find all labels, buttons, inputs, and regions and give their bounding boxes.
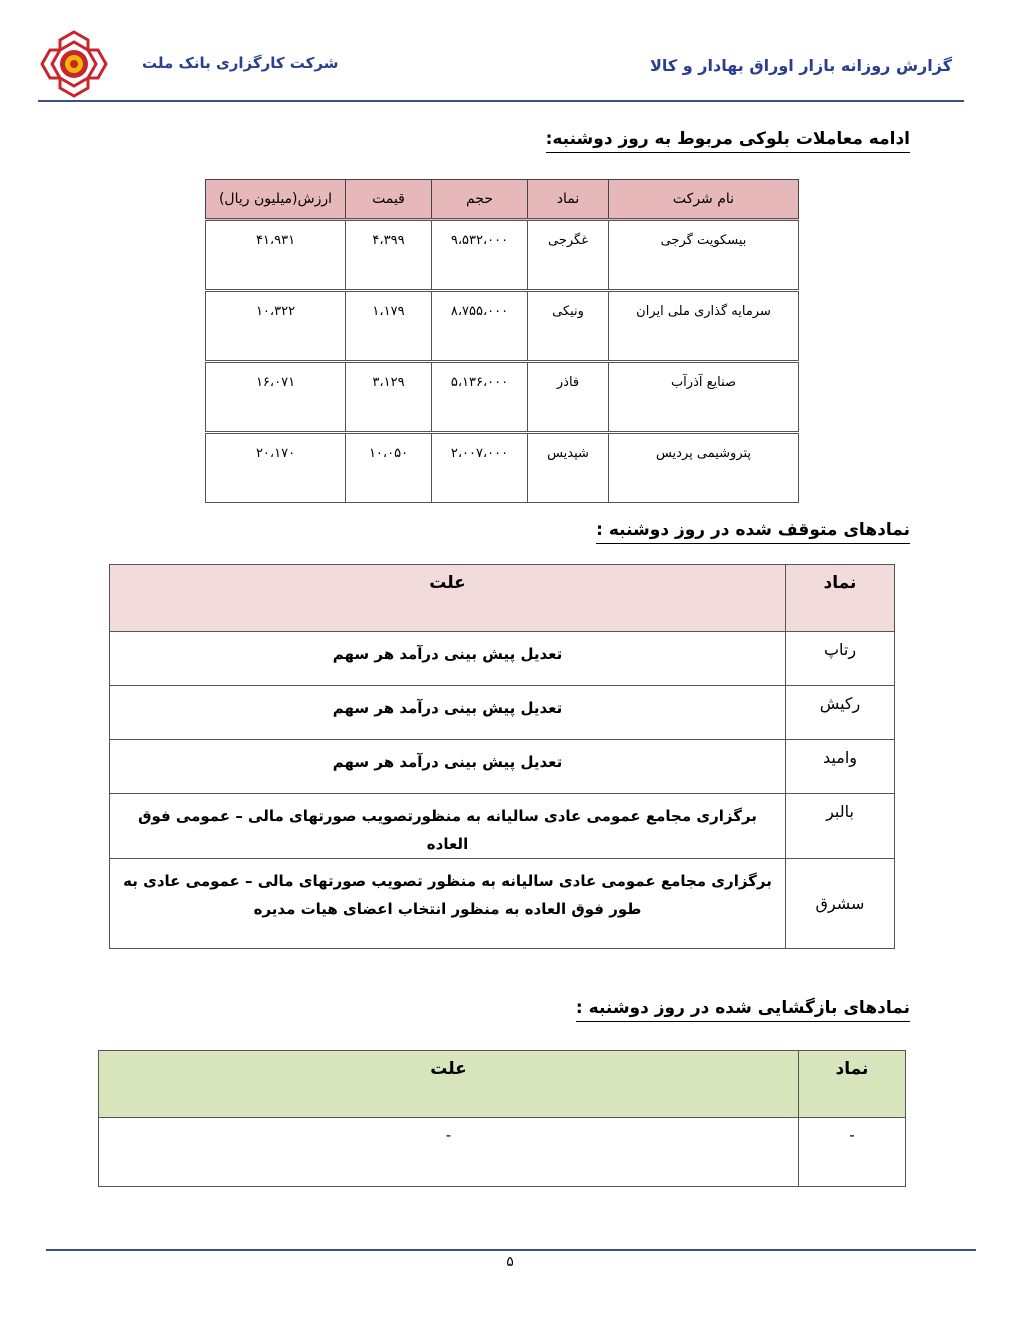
col-symbol: نماد bbox=[799, 1051, 906, 1118]
col-price: قیمت bbox=[346, 180, 432, 220]
cell-symbol: غگرجی bbox=[528, 220, 609, 291]
col-reason: علت bbox=[110, 565, 786, 632]
cell-value: ۱۶،۰۷۱ bbox=[206, 362, 346, 433]
table-row bbox=[110, 859, 895, 949]
cell-company: بیسکویت گرجی bbox=[609, 220, 799, 291]
cell-symbol: بالبر bbox=[786, 794, 895, 859]
cell-symbol: فاذر bbox=[528, 362, 609, 433]
col-volume: حجم bbox=[432, 180, 528, 220]
table-row bbox=[206, 433, 799, 503]
cell-reason: برگزاری مجامع عمومی عادی سالیانه به منظور تصویب صورتهای مالی – عمومی عادی به طور فوق العاده به منظور انتخاب اعضای هیات مدیره bbox=[110, 859, 786, 949]
table-row bbox=[206, 291, 799, 362]
cell-symbol: سشرق bbox=[786, 859, 895, 949]
reopened-symbols-table bbox=[98, 1050, 906, 1187]
table-row bbox=[206, 220, 799, 291]
reopened-symbols-heading: نمادهای بازگشایی شده در روز دوشنبه : bbox=[576, 997, 910, 1022]
bank-mellat-logo bbox=[38, 28, 110, 100]
cell-volume: ۹،۵۳۲،۰۰۰ bbox=[432, 220, 528, 291]
cell-reason: تعدیل پیش بینی درآمد هر سهم bbox=[110, 686, 786, 740]
col-symbol: نماد bbox=[786, 565, 895, 632]
table-row bbox=[110, 740, 895, 794]
halted-symbols-table bbox=[109, 564, 895, 949]
cell-symbol: شپدیس bbox=[528, 433, 609, 503]
footer-divider bbox=[46, 1249, 976, 1251]
cell-price: ۱۰،۰۵۰ bbox=[346, 433, 432, 503]
cell-volume: ۸،۷۵۵،۰۰۰ bbox=[432, 291, 528, 362]
table-header-row bbox=[110, 565, 895, 632]
table-header-row bbox=[99, 1051, 906, 1118]
cell-symbol: - bbox=[799, 1118, 906, 1187]
cell-value: ۲۰،۱۷۰ bbox=[206, 433, 346, 503]
cell-company: سرمایه گذاری ملی ایران bbox=[609, 291, 799, 362]
page-number: ۵ bbox=[506, 1254, 514, 1270]
block-trades-table bbox=[205, 179, 799, 503]
halted-symbols-heading: نمادهای متوقف شده در روز دوشنبه : bbox=[596, 519, 910, 544]
cell-volume: ۲،۰۰۷،۰۰۰ bbox=[432, 433, 528, 503]
cell-price: ۴،۳۹۹ bbox=[346, 220, 432, 291]
cell-reason: تعدیل پیش بینی درآمد هر سهم bbox=[110, 740, 786, 794]
cell-symbol: وامید bbox=[786, 740, 895, 794]
cell-symbol: رکیش bbox=[786, 686, 895, 740]
cell-symbol: ونیکی bbox=[528, 291, 609, 362]
cell-price: ۱،۱۷۹ bbox=[346, 291, 432, 362]
col-company: نام شرکت bbox=[609, 180, 799, 220]
table-row bbox=[99, 1118, 906, 1187]
table-row bbox=[110, 686, 895, 740]
report-title: گزارش روزانه بازار اوراق بهادار و کالا bbox=[649, 56, 952, 75]
table-row bbox=[110, 632, 895, 686]
col-value: ارزش(میلیون ریال) bbox=[206, 180, 346, 220]
header-divider bbox=[38, 100, 964, 102]
col-symbol: نماد bbox=[528, 180, 609, 220]
cell-company: پتروشیمی پردیس bbox=[609, 433, 799, 503]
cell-value: ۴۱،۹۳۱ bbox=[206, 220, 346, 291]
cell-price: ۳،۱۲۹ bbox=[346, 362, 432, 433]
table-row bbox=[206, 362, 799, 433]
cell-symbol: رتاپ bbox=[786, 632, 895, 686]
cell-reason: - bbox=[99, 1118, 799, 1187]
cell-volume: ۵،۱۳۶،۰۰۰ bbox=[432, 362, 528, 433]
cell-company: صنایع آذرآب bbox=[609, 362, 799, 433]
cell-value: ۱۰،۳۲۲ bbox=[206, 291, 346, 362]
cell-reason: برگزاری مجامع عمومی عادی سالیانه به منظورتصویب صورتهای مالی – عمومی فوق العاده bbox=[110, 794, 786, 859]
company-name: شرکت کارگزاری بانک ملت bbox=[142, 54, 339, 72]
block-trades-heading: ادامه معاملات بلوکی مربوط به روز دوشنبه: bbox=[546, 128, 910, 153]
col-reason: علت bbox=[99, 1051, 799, 1118]
cell-reason: تعدیل پیش بینی درآمد هر سهم bbox=[110, 632, 786, 686]
table-header-row bbox=[206, 180, 799, 220]
table-row bbox=[110, 794, 895, 859]
